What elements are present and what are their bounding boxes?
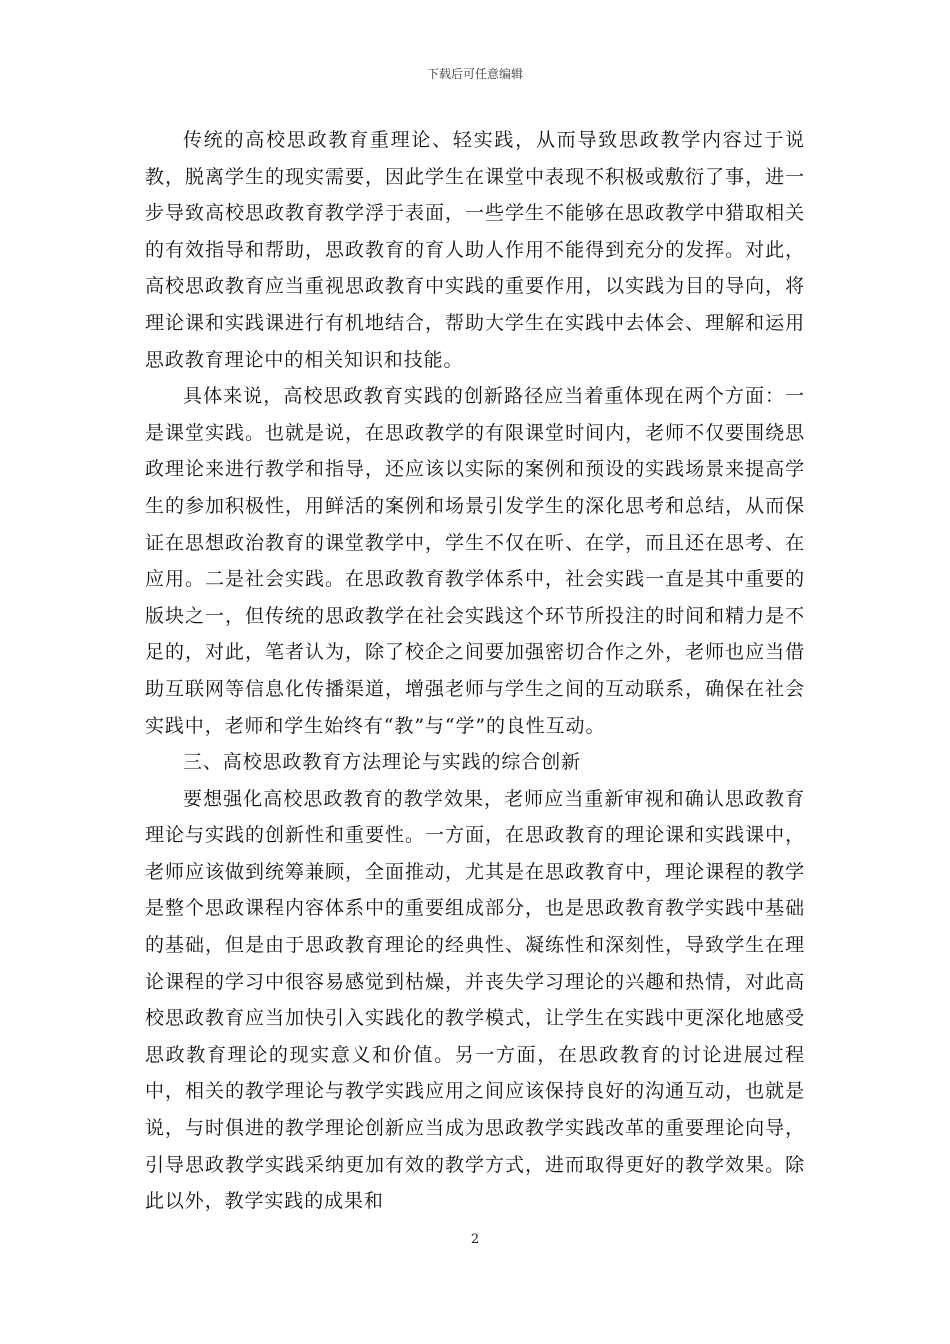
paragraph-comprehensive-innovation: 要想强化高校思政教育的教学效果，老师应当重新审视和确认思政教育理论与实践的创新性和重要性。一方面，在思政教育的理论课和实践课中，老师应该做到统筹兼顾，全面推动，尤其是在思政教育中，理论课程的教学是整个思政课程内容体系中的重要组成部分，也是思政教育教学实践中基础的基础，但是由于思政教育理论的经典性、凝练性和深刻性，导致学生在理论课程的学习中很容易感觉到枯燥，并丧失学习理论的兴趣和热情，对此高校思政教育应当加快引入实践化的教学模式，让学生在实践中更深化地感受思政教育理论的现实意义和价值。另一方面，在思政教育的讨论进展过程中，相关的教学理论与教学实践应用之间应该保持良好的沟通互动，也就是说，与时俱进的教学理论创新应当成为思政教学实践改革的重要理论向导，引导思政教学实践采纳更加有效的教学方式，进而取得更好的教学效果。除此以外，教学实践的成果和 <box>145 787 805 1213</box>
document-body <box>145 122 805 1220</box>
paragraph-theory-practice: 传统的高校思政教育重理论、轻实践，从而导致思政教学内容过于说教，脱离学生的现实需要，因此学生在课堂中表现不积极或敷衍了事，进一步导致高校思政教育教学浮于表面，一些学生不能够在思政教学中猎取相关的有效指导和帮助，思政教育的育人助人作用不能得到充分的发挥。对此，高校思政教育应当重视思政教育中实践的重要作用，以实践为目的导向，将理论课和实践课进行有机地结合，帮助大学生在实践中去体会、理解和运用思政教育理论中的相关知识和技能。 <box>145 129 805 371</box>
section-heading: 三、高校思政教育方法理论与实践的综合创新 <box>183 751 582 774</box>
page-number: 2 <box>470 1232 480 1247</box>
paragraph-innovation-paths: 具体来说，高校思政教育实践的创新路径应当着重体现在两个方面：一是课堂实践。也就是说，在思政教学的有限课堂时间内，老师不仅要围绕思政理论来进行教学和指导，还应该以实际的案例和预设的实践场景来提高学生的参加积极性，用鲜活的案例和场景引发学生的深化思考和总结，从而保证在思想政治教育的课堂教学中，学生不仅在听、在学，而且还在思考、在应用。二是社会实践。在思政教育教学体系中，社会实践一直是其中重要的版块之一，但传统的思政教学在社会实践这个环节所投注的时间和精力是不足的，对此，笔者认为，除了校企之间要加强密切合作之外，老师也应当借助互联网等信息化传播渠道，增强老师与学生之间的互动联系，确保在社会实践中，老师和学生始终有“教”与“学”的良性互动。 <box>145 385 805 737</box>
page-header: 下载后可任意编辑 <box>426 67 523 81</box>
